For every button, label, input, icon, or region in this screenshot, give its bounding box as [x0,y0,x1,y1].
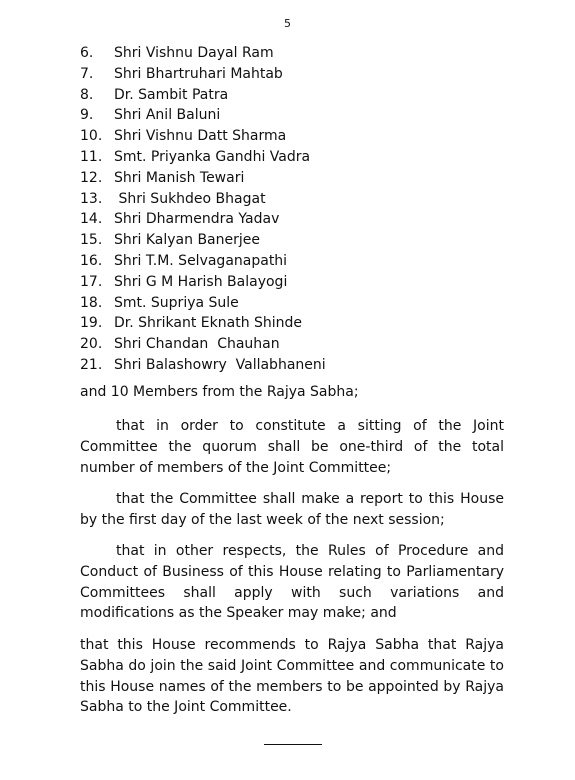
member-list [80,43,326,376]
end-of-page-rule [264,744,322,745]
member-name: Shri Chandan Chauhan [114,336,280,353]
member-number: 14. [80,211,103,228]
member-name: Shri T.M. Selvaganapathi [114,252,288,269]
quorum-paragraph: that in order to constitute a sitting of the Joint Committee the quorum shall be one-third of the total number of members of the Joint Committee; [80,418,504,476]
member-item [80,105,326,126]
recommendation-paragraph: that this House recommends to Rajya Sabha that Rajya Sabha do join the said Joint Committee and communicate to this House names of the members to be appointed by Rajya Sabha to the Joint Committee. [80,637,504,716]
member-item [80,64,326,85]
member-name: Shri Vishnu Dayal Ram [114,45,274,61]
member-number: 15. [80,232,103,249]
report-paragraph: that the Committee shall make a report to this House by the first day of the last week of the next session; [80,491,504,528]
member-number: 12. [80,169,103,186]
rules-paragraph: that in other respects, the Rules of Procedure and Conduct of Business of this House relating to Parliamentary Committees shall apply with such variations and modifications as the Speaker may make; and [80,543,504,622]
member-name: Smt. Priyanka Gandhi Vadra [114,148,311,165]
member-name: Shri G M Harish Balayogi [114,273,288,290]
member-item [80,251,326,272]
member-name: Shri Balashowry Vallabhaneni [114,356,326,373]
member-name: Dr. Shrikant Eknath Shinde [114,315,303,332]
member-name: Shri Kalyan Banerjee [114,232,260,249]
member-item [80,334,326,355]
member-item [80,126,326,147]
member-item [80,85,326,106]
member-number: 19. [80,315,103,332]
member-number: 16. [80,252,103,269]
member-number: 7. [80,65,94,82]
member-name: Shri Anil Baluni [114,107,221,124]
member-item [80,189,326,210]
member-name: Smt. Supriya Sule [114,294,239,311]
member-name: Dr. Sambit Patra [114,86,229,103]
member-item [80,209,326,230]
member-number: 13. [80,190,103,207]
member-number: 6. [80,45,94,61]
member-item [80,168,326,189]
member-number: 11. [80,148,103,165]
member-item [80,293,326,314]
member-number: 20. [80,336,103,353]
member-number: 21. [80,356,103,373]
member-number: 17. [80,273,103,290]
page-number: 5 [284,17,291,30]
member-name: Shri Vishnu Datt Sharma [114,128,287,145]
member-item [80,355,326,376]
member-item [80,147,326,168]
member-item [80,230,326,251]
member-number: 10. [80,128,103,145]
member-name: Shri Bhartruhari Mahtab [114,65,283,82]
member-number: 9. [80,107,94,124]
rajya-sabha-members-paragraph: and 10 Members from the Rajya Sabha; [80,384,359,400]
member-item [80,43,326,64]
member-name: Shri Manish Tewari [114,169,245,186]
member-number: 8. [80,86,94,103]
member-name: Shri Sukhdeo Bhagat [114,190,266,207]
member-item [80,272,326,293]
member-item [80,313,326,334]
member-number: 18. [80,294,103,311]
member-name: Shri Dharmendra Yadav [114,211,280,228]
